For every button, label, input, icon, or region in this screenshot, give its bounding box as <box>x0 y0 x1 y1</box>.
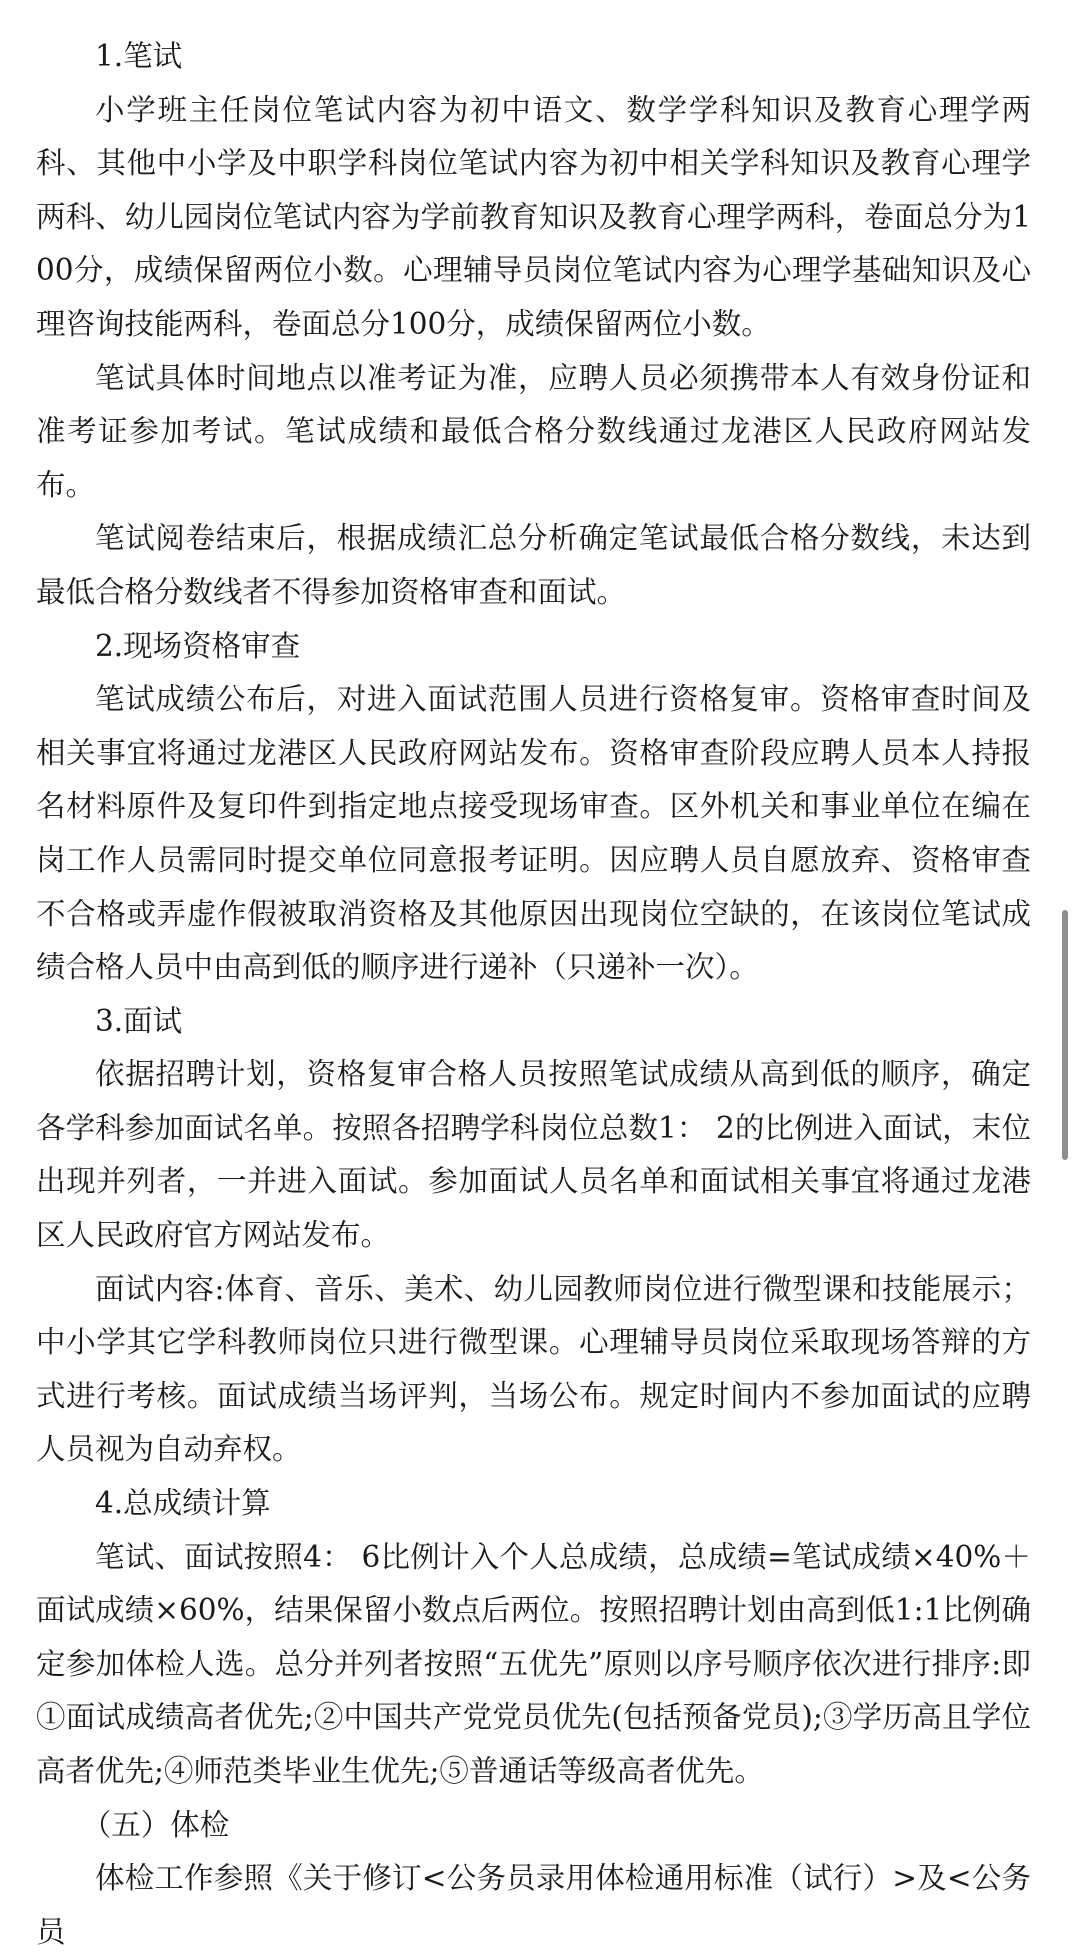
section-heading-medical-exam: （五）体检 <box>81 1807 230 1842</box>
article-content <box>36 30 1031 1959</box>
paragraph-exam-time-location: 笔试具体时间地点以准考证为准，应聘人员必须携带本人有效身份证和准考证参加考试。笔试成绩和最低合格分数线通过龙港区人民政府网站发布。 <box>36 360 1031 502</box>
subheading-qualification-review: 2.现场资格审查 <box>95 628 301 663</box>
paragraph-medical-exam: 体检工作参照《关于修订<公务员录用体检通用标准（试行）>及<公务员 <box>36 1861 1031 1949</box>
article-body <box>0 30 1080 1949</box>
paragraph-written-exam-content: 小学班主任岗位笔试内容为初中语文、数学学科知识及教育心理学两科、其他中小学及中职学科岗位笔试内容为初中相关学科知识及教育心理学两科、幼儿园岗位笔试内容为学前教育知识及教育心理学两科，卷面总分为100分，成绩保留两位小数。心理辅导员岗位笔试内容为心理学基础知识及心理咨询技能两科，卷面总分100分，成绩保留两位小数。 <box>36 92 1031 341</box>
subheading-written-exam: 1.笔试 <box>95 39 183 73</box>
paragraph-qualification-review: 笔试成绩公布后，对进入面试范围人员进行资格复审。资格审查时间及相关事宜将通过龙港区人民政府网站发布。资格审查阶段应聘人员本人持报名材料原件及复印件到指定地点接受现场审查。区外机关和事业单位在编在岗工作人员需同时提交单位同意报考证明。因应聘人员自愿放弃、资格审查不合格或弄虚作假被取消资格及其他原因出现岗位空缺的，在该岗位笔试成绩合格人员中由高到低的顺序进行递补（只递补一次）。 <box>36 682 1031 985</box>
paragraph-total-score: 笔试、面试按照4： 6比例计入个人总成绩，总成绩=笔试成绩×40%＋面试成绩×60%，结果保留小数点后两位。按照招聘计划由高到低1:1比例确定参加体检人选。总分并列者按照“五优先”原则以序号顺序依次进行排序:即①面试成绩高者优先;②中国共产党党员优先(包括预备党员);③学历高且学位高者优先;④师范类毕业生优先;⑤普通话等级高者优先。 <box>36 1539 1031 1788</box>
paragraph-interview-list: 依据招聘计划，资格复审合格人员按照笔试成绩从高到低的顺序，确定各学科参加面试名单。按照各招聘学科岗位总数1： 2的比例进入面试，末位出现并列者，一并进入面试。参加面试人员名单和面试相关事宜将通过龙港区人民政府官方网站发布。 <box>36 1057 1031 1253</box>
paragraph-minimum-passing-score: 笔试阅卷结束后，根据成绩汇总分析确定笔试最低合格分数线，未达到最低合格分数线者不得参加资格审查和面试。 <box>36 521 1031 609</box>
subheading-total-score: 4.总成绩计算 <box>95 1486 271 1521</box>
scrollbar-thumb[interactable] <box>1062 910 1068 1160</box>
paragraph-interview-content: 面试内容:体育、音乐、美术、幼儿园教师岗位进行微型课和技能展示；中小学其它学科教师岗位只进行微型课。心理辅导员岗位采取现场答辩的方式进行考核。面试成绩当场评判，当场公布。规定时间内不参加面试的应聘人员视为自动弃权。 <box>36 1271 1031 1467</box>
subheading-interview: 3.面试 <box>95 1003 183 1038</box>
